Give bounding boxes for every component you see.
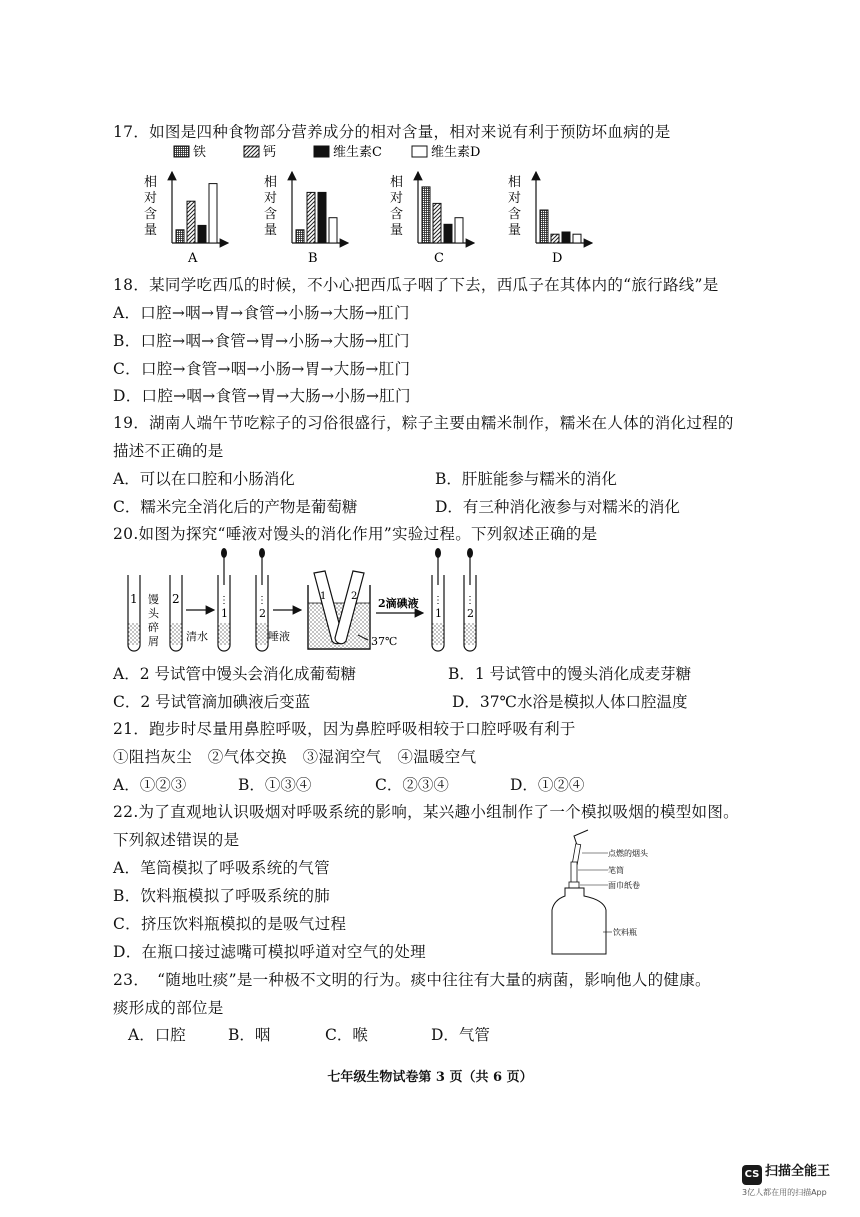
bar-A-2 [198, 225, 206, 243]
q22-option-d: D．在瓶口接过滤嘴可模拟呼道对空气的处理 [113, 943, 426, 961]
saliva-label: 唾液 [268, 630, 290, 643]
q22-stem-2: 下列叙述错误的是 [113, 831, 240, 849]
page-footer: 七年级生物试卷第 3 页（共 6 页） [327, 1070, 533, 1085]
label-bottle: 饮料瓶 [613, 928, 637, 937]
svg-text:碎: 碎 [148, 621, 159, 634]
legend-label-2: 维生素C [333, 145, 382, 160]
svg-text:⋮: ⋮ [433, 595, 443, 606]
q19-option-a: A．可以在口腔和小肠消化 [113, 470, 295, 488]
q21-option-c: C．②③④ [375, 776, 449, 794]
legend-swatch-0 [174, 146, 189, 157]
label-lit-cigarette: 点燃的烟头 [608, 849, 648, 858]
chart-A [144, 172, 228, 266]
q20-option-c: C．2 号试管滴加碘液后变蓝 [113, 693, 311, 711]
svg-text:馒: 馒 [148, 593, 159, 606]
chart-label-C: C [434, 251, 444, 266]
camscanner-logo-icon: CS [742, 1165, 762, 1185]
q21-stem: 21．跑步时尽量用鼻腔呼吸，因为鼻腔呼吸相较于口腔呼吸有利于 [113, 720, 576, 738]
chart-ylabel-char: 量 [144, 223, 158, 238]
watermark-name: 扫描全能王 [765, 1164, 831, 1179]
camscanner-watermark [742, 1162, 852, 1198]
svg-text:1: 1 [320, 591, 327, 602]
chart-C [390, 172, 474, 266]
q19-stem-2: 描述不正确的是 [113, 442, 224, 460]
chart-ylabel-char: 含 [264, 207, 278, 222]
q22-smoking-model [548, 826, 688, 956]
bar-C-1 [433, 203, 441, 243]
q21-option-d: D．①②④ [510, 776, 585, 794]
chart-D [508, 172, 592, 266]
q19-option-b: B．肝脏能参与糯米的消化 [435, 470, 617, 488]
q19-stem-1: 19．湖南人端午节吃粽子的习俗很盛行，粽子主要由糯米制作，糯米在人体的消化过程的 [113, 414, 734, 432]
q23-option-b: B．咽 [228, 1026, 271, 1044]
svg-text:2: 2 [259, 607, 266, 620]
water-label: 清水 [186, 630, 208, 643]
bar-D-1 [551, 234, 559, 243]
tube-2 [170, 575, 182, 651]
svg-text:2: 2 [467, 607, 474, 620]
q22-option-c: C．挤压饮料瓶模拟的是吸气过程 [113, 915, 347, 933]
svg-text:⋮: ⋮ [219, 595, 229, 606]
q18-option-d: D．口腔→咽→食管→胃→大肠→小肠→肛门 [113, 387, 411, 405]
q21-option-b: B．①③④ [238, 776, 312, 794]
bar-B-1 [307, 192, 315, 243]
q21-option-a: A．①②③ [113, 776, 187, 794]
chart-ylabel-char: 相 [508, 175, 522, 190]
q20-option-d: D．37℃水浴是模拟人体口腔温度 [452, 693, 688, 711]
bar-C-0 [422, 187, 430, 243]
chart-ylabel-char: 含 [390, 207, 404, 222]
final-tubes [432, 548, 476, 651]
chart-label-B: B [308, 251, 318, 266]
q23-stem-1: 23． “随地吐痰”是一种极不文明的行为。痰中往往有大量的病菌，影响他人的健康。 [113, 971, 711, 989]
tube-1-label: 1 [130, 592, 138, 606]
legend-label-1: 钙 [263, 145, 277, 160]
legend-swatch-1 [244, 146, 259, 157]
q18-option-b: B．口腔→咽→食管→胃→小肠→大肠→肛门 [113, 332, 410, 350]
chart-ylabel-char: 相 [264, 175, 278, 190]
bar-B-0 [296, 230, 304, 243]
q20-stem: 20.如图为探究“唾液对馒头的消化作用”实验过程。下列叙述正确的是 [113, 525, 598, 543]
bar-B-3 [329, 218, 337, 243]
q17-legend [174, 144, 480, 160]
chart-label-A: A [188, 251, 198, 266]
iodine-label: 2滴碘液 [378, 597, 419, 610]
legend-label-0: 铁 [193, 145, 207, 160]
chart-ylabel-char: 含 [508, 207, 522, 222]
q22-option-b: B．饮料瓶模拟了呼吸系统的肺 [113, 887, 331, 905]
chart-ylabel-char: 对 [390, 191, 404, 206]
tubes-with-dropper [218, 548, 268, 651]
bar-C-3 [455, 218, 463, 243]
chart-ylabel-char: 量 [508, 223, 522, 238]
legend-swatch-2 [314, 146, 329, 157]
svg-text:⋮: ⋮ [465, 595, 475, 606]
svg-text:1: 1 [435, 607, 442, 620]
svg-text:⋮: ⋮ [257, 595, 267, 606]
chart-ylabel-char: 量 [390, 223, 404, 238]
q23-stem-2: 痰形成的部位是 [113, 999, 224, 1017]
q20-option-a: A．2 号试管中馒头会消化成葡萄糖 [113, 665, 356, 683]
bar-C-2 [444, 224, 452, 243]
q18-option-a: A．口腔→咽→胃→食管→小肠→大肠→肛门 [113, 304, 410, 322]
chart-ylabel-char: 相 [390, 175, 404, 190]
q18-option-c: C．口腔→食管→咽→小肠→胃→大肠→肛门 [113, 360, 411, 378]
tube-1 [128, 575, 140, 651]
q23-option-d: D．气管 [431, 1026, 490, 1044]
q19-option-d: D．有三种消化液参与对糯米的消化 [435, 498, 680, 516]
chart-ylabel-char: 对 [264, 191, 278, 206]
mantou-label [148, 592, 160, 648]
chart-ylabel-char: 对 [144, 191, 158, 206]
chart-label-D: D [552, 251, 563, 266]
bar-D-2 [562, 232, 570, 243]
bar-D-0 [540, 210, 548, 243]
q20-figure [118, 545, 498, 657]
label-pen-tube: 笔筒 [608, 866, 624, 875]
q20-option-b: B．1 号试管中的馒头消化成麦芽糖 [448, 665, 692, 683]
svg-text:屑: 屑 [148, 635, 159, 648]
chart-B [264, 172, 348, 266]
q23-option-a: A．口腔 [128, 1026, 186, 1044]
svg-text:头: 头 [148, 607, 159, 620]
chart-ylabel-char: 相 [144, 175, 158, 190]
legend-swatch-3 [412, 146, 427, 157]
bar-B-2 [318, 192, 326, 243]
q22-stem-1: 22.为了直观地认识吸烟对呼吸系统的影响，某兴趣小组制作了一个模拟吸烟的模型如图。 [113, 803, 739, 821]
q17-charts [144, 172, 592, 266]
q17-stem: 17．如图是四种食物部分营养成分的相对含量，相对来说有利于预防坏血病的是 [113, 123, 671, 141]
bar-A-1 [187, 201, 195, 243]
bar-D-3 [573, 234, 581, 243]
label-tissue-roll: 面巾纸卷 [608, 881, 640, 890]
chart-ylabel-char: 量 [264, 223, 278, 238]
bar-A-0 [176, 230, 184, 243]
temp-label: 37℃ [371, 635, 398, 648]
q18-stem: 18．某同学吃西瓜的时候，不小心把西瓜子咽了下去，西瓜子在其体内的“旅行路线”是 [113, 276, 719, 294]
svg-text:2: 2 [351, 591, 358, 602]
tube-2-label: 2 [172, 592, 180, 606]
watermark-tagline: 3亿人都在用的扫描App [742, 1188, 827, 1197]
water-bath-beaker [308, 571, 397, 649]
q23-option-c: C．喉 [325, 1026, 368, 1044]
q22-option-a: A．笔筒模拟了呼吸系统的气管 [113, 859, 330, 877]
bar-A-3 [209, 184, 217, 243]
q21-items: ①阻挡灰尘 ②气体交换 ③湿润空气 ④温暖空气 [113, 748, 477, 766]
chart-ylabel-char: 对 [508, 191, 522, 206]
legend-label-3: 维生素D [431, 145, 481, 160]
chart-ylabel-char: 含 [144, 207, 158, 222]
q17-figure [140, 140, 620, 270]
q19-option-c: C．糯米完全消化后的产物是葡萄糖 [113, 498, 358, 516]
svg-text:1: 1 [221, 607, 228, 620]
